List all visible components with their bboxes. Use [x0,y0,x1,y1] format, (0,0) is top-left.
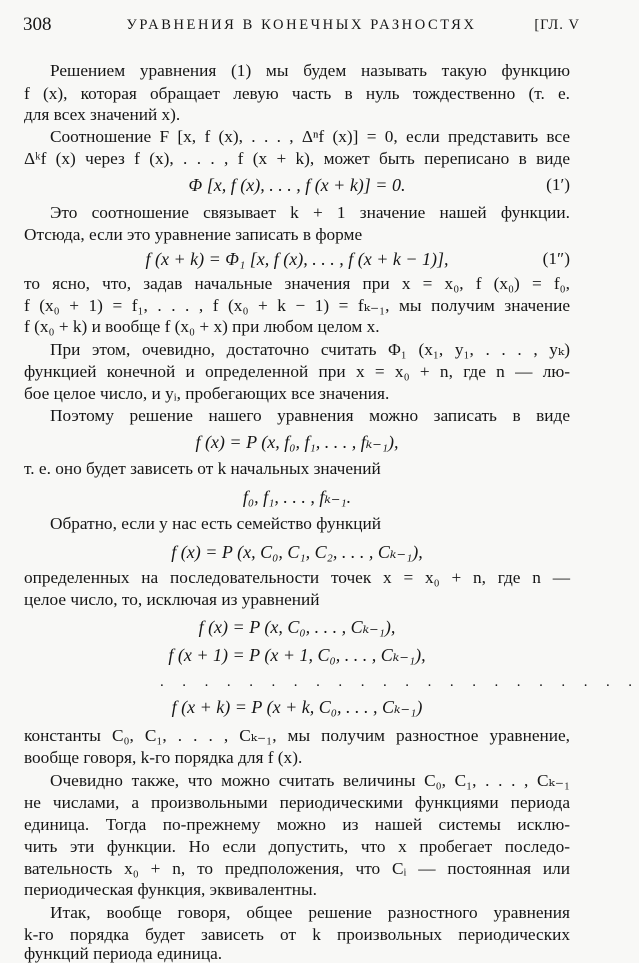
text-line: f (x₀ + 1) = f₁, . . . , f (x₀ + k − 1) = fₖ₋₁, мы получим значение [24,296,570,315]
text-line: функций периода единица. [24,944,223,963]
text-line: т. е. оно будет зависеть от k начальных значений [24,459,381,478]
text-line: не числами, а произвольными периодическими функциями периода [24,793,570,812]
text-line: константы C₀, C₁, . . . , Cₖ₋₁, мы получим разностное уравнение, [24,726,570,745]
equation-number: (1″) [542,249,570,268]
text-line: чить эти функции. Но если допустить, что x пробегает последо- [24,837,570,856]
text-line: Очевидно также, что можно считать величины C₀, C₁, . . . , Cₖ₋₁ [50,771,570,790]
text-line: Обратно, если у нас есть семейство функций [50,514,382,533]
formula-ellipsis-row: . . . . . . . . . . . . . . . . . . . . . . [160,674,639,690]
formula: f (x + k) = Φ₁ [x, f (x), . . . , f (x + k − 1)], [145,249,449,269]
text-line: целое число, то, исключая из уравнений [24,590,320,609]
text-line: Δᵏf (x) через f (x), . . . , f (x + k), может быть переписано в виде [24,149,570,168]
text-line: Отсюда, если это уравнение записать в форме [24,225,363,244]
chapter-marker: [ГЛ. V [534,17,580,33]
formula: f₀, f₁, . . . , fₖ₋₁. [242,487,352,507]
text-line: единица. Тогда по-прежнему можно из нашей системы исклю- [24,815,570,834]
formula: f (x + k) = P (x + k, C₀, . . . , Cₖ₋₁) [171,697,423,717]
formula: f (x) = P (x, C₀, . . . , Cₖ₋₁), [198,617,396,637]
text-line: функцией конечной и определенной при x = x₀ + n, где n — лю- [24,362,570,381]
text-line: Это соотношение связывает k + 1 значение нашей функции. [50,203,570,222]
text-line: f (x₀ + k) и вообще f (x₀ + x) при любом целом x. [24,317,380,336]
page-number: 308 [23,14,52,35]
text-line: периодическая функция, эквивалентны. [24,880,317,899]
formula: Φ [x, f (x), . . . , f (x + k)] = 0. [188,175,406,195]
formula: f (x + 1) = P (x + 1, C₀, . . . , Cₖ₋₁), [168,645,426,665]
text-line: Решением уравнения (1) мы будем называть такую функцию [50,61,570,80]
formula: f (x) = P (x, f₀, f₁, . . . , fₖ₋₁), [195,432,399,452]
equation-number: (1′) [546,175,570,194]
text-line: то ясно, что, задав начальные значения при x = x₀, f (x₀) = f₀, [24,274,570,293]
text-line: k-го порядка будет зависеть от k произвольных периодических [24,925,570,944]
text-line: вательность x₀ + n, то предположения, что Cᵢ — постоянная или [24,859,570,878]
text-line: f (x), которая обращает левую часть в нуль тождественно (т. е. [24,84,570,103]
text-line: Соотношение F [x, f (x), . . . , Δⁿf (x)] = 0, если представить все [50,127,570,146]
formula: f (x) = P (x, C₀, C₁, C₂, . . . , Cₖ₋₁), [171,542,423,562]
text-line: бое целое число, и yᵢ, пробегающих все значения. [24,384,390,403]
text-line: определенных на последовательности точек x = x₀ + n, где n — [24,568,570,587]
text-line: вообще говоря, k-го порядка для f (x). [24,748,303,767]
running-title: УРАВНЕНИЯ В КОНЕЧНЫХ РАЗНОСТЯХ [126,17,477,33]
text-line: Поэтому решение нашего уравнения можно записать в виде [50,406,570,425]
text-line: для всех значений x). [24,105,181,124]
text-line: Итак, вообще говоря, общее решение разностного уравнения [50,903,570,922]
page-header [23,14,580,38]
text-line: При этом, очевидно, достаточно считать Φ₁ (x₁, y₁, . . . , yₖ) [50,340,570,359]
